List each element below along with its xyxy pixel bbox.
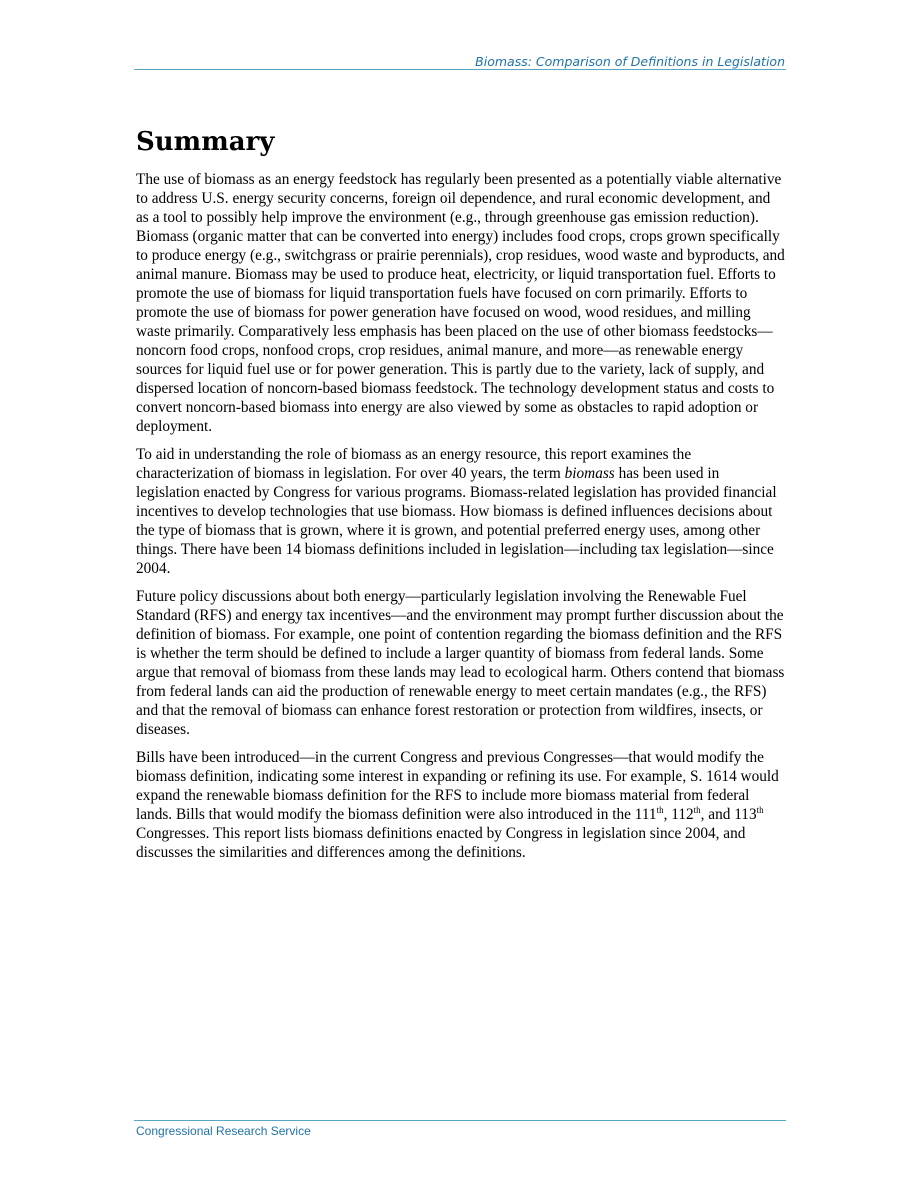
summary-paragraph-2 bbox=[136, 445, 786, 578]
ordinal-suffix-113: th bbox=[756, 805, 764, 815]
paragraph-4-text-a: Bills have been introduced—in the current Congress and previous Congresses—that would modify the biomass definition, indicating some interest in expanding or refining its use. For example, S. 1614 would expand the renewable biomass definition for the RFS to include more biomass material from federal lands. Bills that would modify the biomass definition were also introduced in the 111 bbox=[136, 749, 779, 823]
ordinal-suffix-112: th bbox=[693, 805, 701, 815]
summary-paragraph-1: The use of biomass as an energy feedstock has regularly been presented as a potentially viable alternative to address U.S. energy security concerns, foreign oil dependence, and rural economic development, and as a tool to possibly help improve the environment (e.g., through greenhouse gas emission reduction). Biomass (organic matter that can be converted into energy) includes food crops, crops grown specifically to produce energy (e.g., switchgrass or prairie perennials), crop residues, wood waste and byproducts, and animal manure. Biomass may be used to produce heat, electricity, or liquid transportation fuel. Efforts to promote the use of biomass for liquid transportation fuels have focused on corn primarily. Efforts to promote the use of biomass for power generation have focused on wood, wood residues, and milling waste primarily. Comparatively less emphasis has been placed on the use of other biomass feedstocks—noncorn food crops, nonfood crops, crop residues, animal manure, and more—as renewable energy sources for liquid fuel use or for power generation. This is partly due to the variety, lack of supply, and dispersed location of noncorn-based biomass feedstock. The technology development status and costs to convert noncorn-based biomass into energy are also viewed by some as obstacles to rapid adoption or deployment. bbox=[136, 171, 785, 435]
paragraph-4-text-b: , 112 bbox=[663, 806, 694, 823]
summary-paragraph-3: Future policy discussions about both energy—particularly legislation involving the Renewable Fuel Standard (RFS) and energy tax incentives—and the environment may prompt further discussion about the definition of biomass. For example, one point of contention regarding the biomass definition and the RFS is whether the term should be defined to include a larger quantity of biomass from federal lands. Some argue that removal of biomass from these lands may lead to ecological harm. Others contend that biomass from federal lands can aid the production of renewable energy to meet certain mandates (e.g., the RFS) and that the removal of biomass can enhance forest restoration or protection from wildfires, insects, or diseases. bbox=[136, 588, 785, 738]
paragraph-4-text-d: Congresses. This report lists biomass definitions enacted by Congress in legislation since 2004, and discusses the similarities and differences among the definitions. bbox=[136, 825, 746, 861]
paragraph-2-text-a: To aid in understanding the role of biomass as an energy resource, this report examines the characterization of biomass in legislation. For over 40 years, the term bbox=[136, 446, 692, 482]
ordinal-suffix-111: th bbox=[656, 805, 664, 815]
summary-section bbox=[136, 123, 786, 871]
section-heading: Summary bbox=[136, 127, 275, 157]
paragraph-2-text-b: has been used in legislation enacted by Congress for various programs. Biomass-related legislation has provided financial incentives to develop technologies that use biomass. How biomass is defined influences decisions about the type of biomass that is grown, where it is grown, and potential preferred energy uses, among other things. There have been 14 biomass definitions included in legislation—including tax legislation—since 2004. bbox=[136, 465, 777, 577]
biomass-term: biomass bbox=[564, 465, 615, 482]
paragraph-4-text-c: , and 113 bbox=[700, 806, 757, 823]
footer-organization: Congressional Research Service bbox=[136, 1124, 311, 1138]
page-footer bbox=[134, 1120, 786, 1138]
summary-paragraph-4 bbox=[136, 748, 786, 862]
running-title: Biomass: Comparison of Definitions in Legislation bbox=[475, 54, 785, 69]
running-header bbox=[134, 52, 786, 70]
